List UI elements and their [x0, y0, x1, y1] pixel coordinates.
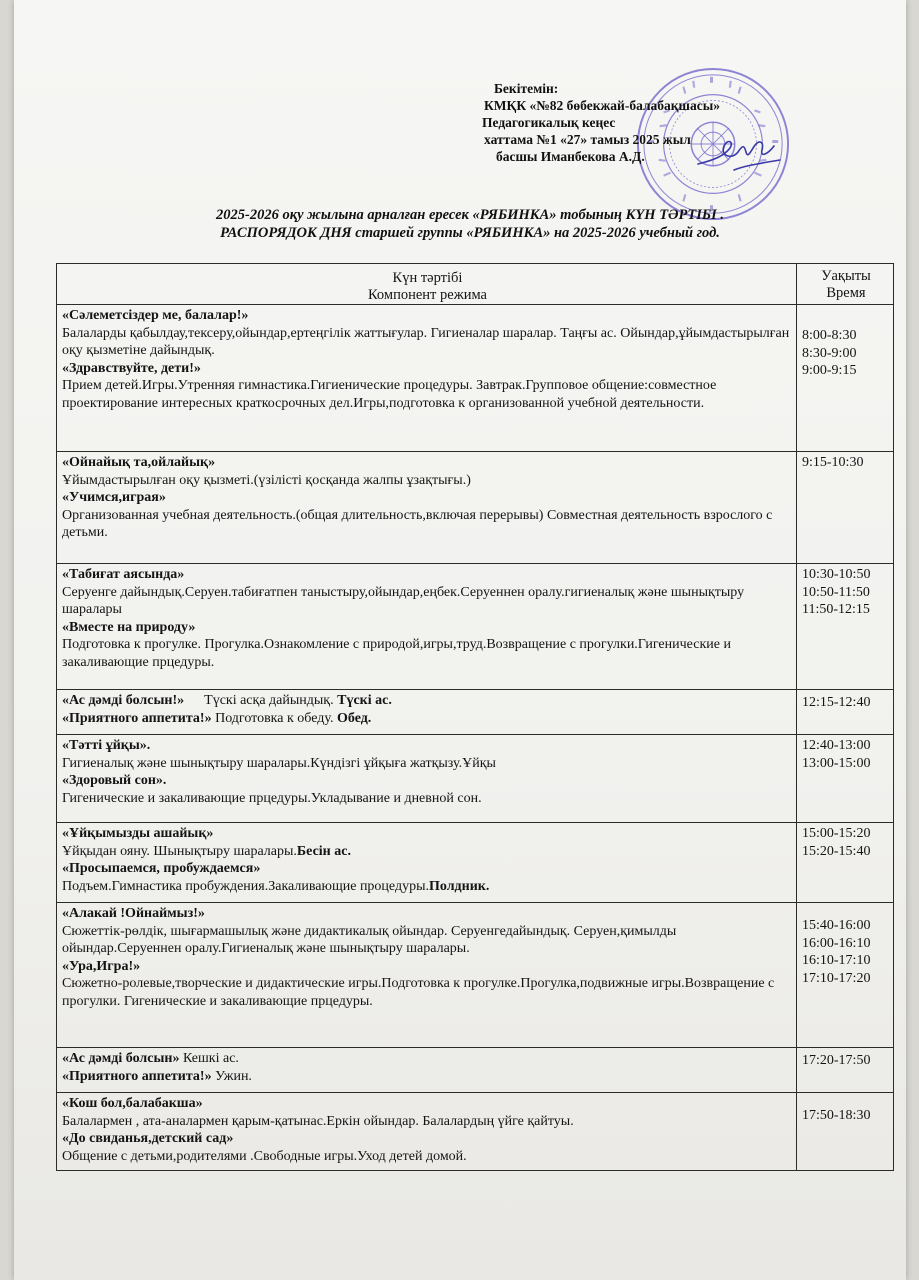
row-text-kz: Ұйқыдан ояну. Шынықтыру шаралары. [62, 843, 297, 859]
row-text-kz: Түскі асқа дайындық. [204, 693, 334, 708]
row-text-kz: Балаларды қабылдау,тексеру,ойындар,ертеңгілік жаттығулар. Гигиеналар шаралар. Таңғы ас. Ойындар,ұйымдастырылған оқу қызметіне дайындық. [62, 325, 790, 358]
row-heading-kz: «Ас дәмді болсын!» [62, 693, 185, 708]
document-titles [74, 206, 866, 242]
row-heading-kz: «Ойнайық та,ойлайық» [62, 455, 216, 470]
time-slot: 8:30-9:00 [802, 345, 857, 361]
time-slot: 10:50-11:50 [802, 584, 870, 600]
row-heading-ru: «Ура,Игра!» [62, 958, 141, 974]
title-kazakh: 2025-2026 оқу жылына арналған ересек «РЯБИНКА» тобының КҮН ТӘРТІБІ . [216, 207, 724, 223]
row-text-ru: Подготовка к обеду. [215, 710, 334, 726]
time-slot: 9:00-9:15 [802, 363, 857, 378]
row-times [797, 1093, 894, 1171]
header-component-ru: Компонент режима [367, 287, 487, 303]
row-heading-kz: «Кош бол,балабакша» [62, 1096, 203, 1111]
row-times [797, 823, 894, 903]
time-slot: 12:40-13:00 [802, 738, 871, 753]
row-heading-kz: «Алакай !Ойнаймыз!» [62, 906, 205, 921]
title-russian: РАСПОРЯДОК ДНЯ старшей группы «РЯБИНКА» на 2025-2026 учебный год. [220, 225, 720, 241]
row-times [797, 305, 894, 452]
time-slot: 13:00-15:00 [802, 755, 871, 771]
row-heading-kz: «Сәлеметсіздер ме, балалар!» [62, 308, 249, 323]
row-description [57, 1048, 797, 1093]
row-text-kz: Кешкі ас. [182, 1051, 239, 1066]
row-heading-kz: «Ұйқымызды ашайық» [62, 826, 214, 841]
row-description [57, 823, 797, 903]
row-text-kz: Гигиеналық және шынықтыру шаралары.Күндізгі ұйқыға жатқызу.Ұйқы [62, 755, 496, 771]
time-slot: 12:15-12:40 [802, 695, 871, 710]
time-slot: 17:20-17:50 [802, 1053, 871, 1068]
row-times [797, 735, 894, 823]
header-time-kz: Уақыты [821, 268, 871, 284]
row-meal-ru: Обед. [336, 710, 372, 726]
time-slot: 9:15-10:30 [802, 455, 864, 470]
row-times [797, 564, 894, 690]
table-row [57, 452, 894, 564]
time-slot: 8:00-8:30 [802, 328, 857, 343]
row-text-kz: Ұйымдастырылған оқу қызметі.(үзілісті қосқанда жалпы ұзақтығы.) [62, 472, 471, 488]
table-row [57, 1093, 894, 1171]
row-text-ru: Прием детей.Игры.Утренняя гимнастика.Гигиенические процедуры. Завтрак.Групповое общение:совместное проектирование интересных краткосрочных дел.Игры,подготовка к организованной учебной деятельности. [62, 378, 717, 411]
row-text-ru: Подготовка к прогулке. Прогулка.Ознакомление с природой,игры,труд.Возвращение с прогулки.Гигенические и закаливающие прцедуры. [62, 637, 731, 670]
row-description [57, 903, 797, 1048]
row-heading-kz: «Ас дәмді болсын» [62, 1051, 180, 1066]
header-time [797, 264, 894, 305]
table-header-row [57, 264, 894, 305]
approval-line-protocol: хаттама №1 «27» тамыз 2025 жыл [484, 132, 691, 147]
row-heading-ru: «Вместе на природу» [62, 619, 196, 635]
time-slot: 17:10-17:20 [802, 970, 871, 986]
row-text-kz: Серуенге дайындық.Серуен.табиғатпен таныстыру,ойындар,еңбек.Серуеннен оралу.гигиеналық және шынықтыру шаралары [62, 584, 745, 617]
row-description [57, 305, 797, 452]
time-slot: 17:50-18:30 [802, 1108, 871, 1123]
row-description [57, 564, 797, 690]
table-row [57, 903, 894, 1048]
header-component-kz: Күн тәртібі [392, 270, 463, 286]
header-time-ru: Время [826, 285, 866, 301]
row-heading-ru: «Приятного аппетита!» [62, 1068, 212, 1084]
row-text-ru: Гигенические и закаливающие прцедуры.Укладывание и дневной сон. [62, 790, 482, 806]
table-row [57, 305, 894, 452]
row-description [57, 1093, 797, 1171]
row-heading-ru: «Просыпаемся, пробуждаемся» [62, 861, 261, 876]
row-description [57, 735, 797, 823]
row-text-ru: Ужин. [215, 1068, 252, 1084]
time-slot: 16:00-16:10 [802, 935, 871, 951]
row-times [797, 1048, 894, 1093]
row-text-ru: Сюжетно-ролевые,творческие и дидактические игры.Подготовка к прогулке.Прогулка,подвижные игры.Возвращение с прогулки. Гигенические и закаливающие прцедуры. [62, 976, 775, 1009]
row-description [57, 690, 797, 735]
approval-line-approved: Бекітемін: [494, 81, 559, 96]
table-row [57, 735, 894, 823]
row-heading-ru: «Здоровый сон». [62, 773, 167, 788]
row-heading-ru: «Здравствуйте, дети!» [62, 360, 201, 376]
row-meal-kz: Түскі ас. [337, 693, 392, 708]
row-text-kz: Балалармен , ата-аналармен қарым-қатынас.Еркін ойындар. Балалардың үйге қайтуы. [62, 1113, 574, 1129]
row-text-kz: Сюжеттік-рөлдік, шығармашылық және дидактикалық ойындар. Серуенгедайындық. Серуен,қимылды ойындар.Серуеннен оралу.Гигиеналық және шынықтыру шаралары. [62, 923, 677, 956]
time-slot: 15:20-15:40 [802, 843, 871, 859]
row-description [57, 452, 797, 564]
schedule-table [56, 263, 894, 1171]
row-times [797, 452, 894, 564]
header-component [57, 264, 797, 305]
time-slot: 16:10-17:10 [802, 953, 871, 968]
time-slot: 15:40-16:00 [802, 918, 871, 933]
time-slot: 11:50-12:15 [802, 602, 870, 617]
table-row [57, 1048, 894, 1093]
row-heading-kz: «Тәтті ұйқы». [62, 738, 151, 753]
row-heading-ru: «Приятного аппетита!» [62, 710, 212, 726]
row-heading-ru: «До свиданья,детский сад» [62, 1131, 234, 1146]
row-text-ru: Подъем.Гимнастика пробуждения.Закаливающие процедуры. [62, 878, 429, 894]
time-slot: 10:30-10:50 [802, 567, 871, 582]
row-heading-ru: «Учимся,играя» [62, 490, 166, 505]
time-slot: 15:00-15:20 [802, 826, 871, 841]
approval-block [480, 80, 810, 165]
approval-line-director: басшы Иманбекова А.Д. [496, 149, 645, 164]
row-meal-kz: Бесін ас. [296, 843, 351, 859]
row-times [797, 690, 894, 735]
row-text-ru: Общение с детьми,родителями .Свободные игры.Уход детей домой. [62, 1148, 467, 1164]
table-row [57, 564, 894, 690]
table-row [57, 690, 894, 735]
row-meal-ru: Полдник. [428, 878, 490, 894]
table-row [57, 823, 894, 903]
approval-line-council: Педагогикалық кеңес [482, 115, 616, 130]
approval-line-organization: КМҚК «№82 бөбекжай-балабақшасы» [484, 98, 720, 113]
row-times [797, 903, 894, 1048]
row-text-ru: Организованная учебная деятельность.(общая длительность,включая перерывы) Совместная деятельность взрослого с детьми. [62, 507, 773, 540]
row-heading-kz: «Табиғат аясында» [62, 567, 185, 582]
document-page [14, 0, 906, 1280]
